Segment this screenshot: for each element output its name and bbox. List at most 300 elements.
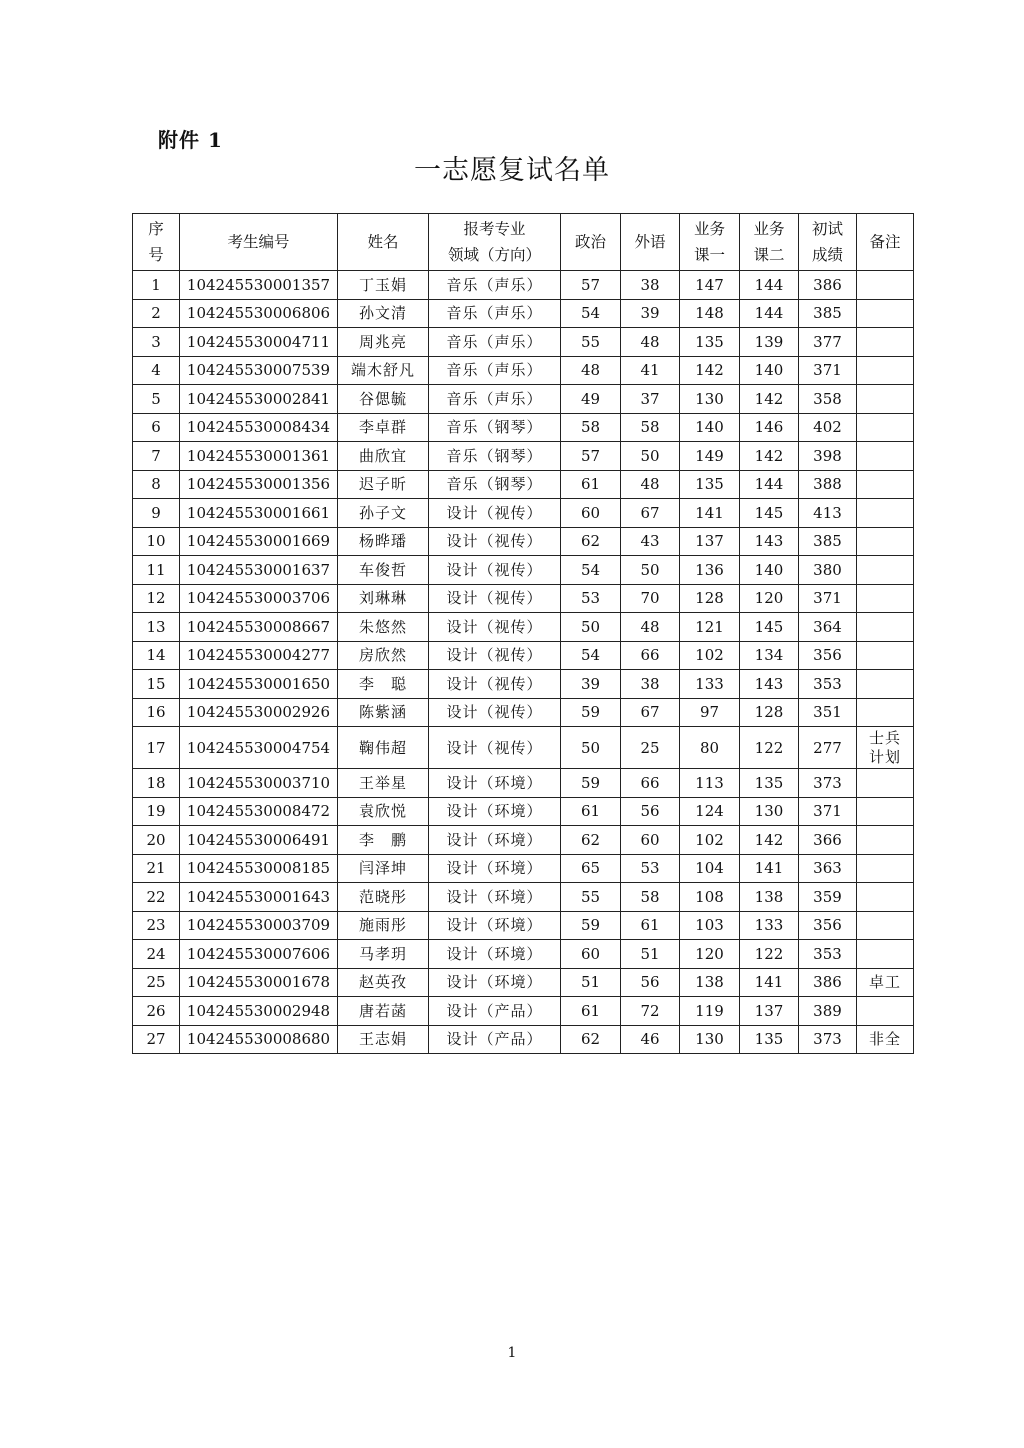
- cell-total-score: 385: [799, 299, 857, 328]
- cell-politics: 61: [561, 997, 621, 1026]
- page-number: 1: [507, 1345, 517, 1361]
- cell-major-field: 设计（环境）: [429, 797, 561, 826]
- cell-foreign-language: 46: [621, 1025, 680, 1054]
- cell-seq: 11: [133, 556, 180, 585]
- cell-foreign-language: 48: [621, 613, 680, 642]
- cell-foreign-language: 67: [621, 499, 680, 528]
- cell-remarks: [857, 997, 914, 1026]
- cell-politics: 51: [561, 968, 621, 997]
- cell-remarks: [857, 698, 914, 727]
- cell-name: 陈紫涵: [338, 698, 429, 727]
- cell-remarks: [857, 940, 914, 969]
- table-row: [133, 413, 914, 442]
- column-header-seq: 序 号: [133, 214, 180, 271]
- cell-foreign-language: 38: [621, 670, 680, 699]
- cell-exam-id: 104245530001361: [180, 442, 338, 471]
- cell-foreign-language: 58: [621, 883, 680, 912]
- table-row: [133, 470, 914, 499]
- cell-politics: 48: [561, 356, 621, 385]
- cell-major-field: 设计（视传）: [429, 499, 561, 528]
- cell-name: 朱悠然: [338, 613, 429, 642]
- cell-course-two: 122: [740, 940, 799, 969]
- cell-foreign-language: 58: [621, 413, 680, 442]
- cell-major-field: 音乐（声乐）: [429, 299, 561, 328]
- cell-exam-id: 104245530004711: [180, 328, 338, 357]
- document-title: 一志愿复试名单: [414, 155, 610, 186]
- cell-foreign-language: 66: [621, 641, 680, 670]
- cell-foreign-language: 67: [621, 698, 680, 727]
- table-row: [133, 826, 914, 855]
- cell-politics: 58: [561, 413, 621, 442]
- cell-course-one: 148: [680, 299, 740, 328]
- cell-name: 赵英孜: [338, 968, 429, 997]
- cell-major-field: 设计（产品）: [429, 1025, 561, 1054]
- table-row: [133, 613, 914, 642]
- cell-name: 孙文清: [338, 299, 429, 328]
- cell-course-one: 135: [680, 470, 740, 499]
- cell-exam-id: 104245530008434: [180, 413, 338, 442]
- cell-major-field: 设计（视传）: [429, 641, 561, 670]
- cell-course-two: 128: [740, 698, 799, 727]
- cell-seq: 21: [133, 854, 180, 883]
- cell-foreign-language: 72: [621, 997, 680, 1026]
- cell-course-two: 135: [740, 1025, 799, 1054]
- cell-politics: 55: [561, 883, 621, 912]
- cell-course-two: 142: [740, 442, 799, 471]
- cell-major-field: 设计（产品）: [429, 997, 561, 1026]
- table-row: [133, 385, 914, 414]
- cell-seq: 23: [133, 911, 180, 940]
- cell-total-score: 371: [799, 584, 857, 613]
- cell-exam-id: 104245530003706: [180, 584, 338, 613]
- cell-major-field: 音乐（钢琴）: [429, 470, 561, 499]
- cell-foreign-language: 50: [621, 556, 680, 585]
- cell-name: 谷偲毓: [338, 385, 429, 414]
- cell-seq: 19: [133, 797, 180, 826]
- cell-course-one: 102: [680, 826, 740, 855]
- column-header-remarks: 备注: [857, 214, 914, 271]
- cell-course-one: 147: [680, 271, 740, 300]
- cell-name: 范晓彤: [338, 883, 429, 912]
- column-header-name: 姓名: [338, 214, 429, 271]
- attachment-label: 附件 1: [158, 128, 223, 152]
- column-header-foreign-language: 外语: [621, 214, 680, 271]
- cell-remarks: [857, 271, 914, 300]
- cell-name: 袁欣悦: [338, 797, 429, 826]
- cell-course-one: 97: [680, 698, 740, 727]
- cell-name: 丁玉娟: [338, 271, 429, 300]
- cell-remarks: [857, 385, 914, 414]
- cell-politics: 57: [561, 271, 621, 300]
- table-row: [133, 883, 914, 912]
- cell-remarks: [857, 769, 914, 798]
- cell-course-two: 140: [740, 356, 799, 385]
- cell-foreign-language: 51: [621, 940, 680, 969]
- cell-seq: 4: [133, 356, 180, 385]
- cell-total-score: 356: [799, 641, 857, 670]
- column-header-total-score: 初试 成绩: [799, 214, 857, 271]
- cell-total-score: 371: [799, 356, 857, 385]
- cell-exam-id: 104245530004754: [180, 727, 338, 769]
- cell-politics: 62: [561, 826, 621, 855]
- cell-total-score: 386: [799, 968, 857, 997]
- cell-exam-id: 104245530001669: [180, 527, 338, 556]
- cell-exam-id: 104245530006491: [180, 826, 338, 855]
- cell-total-score: 389: [799, 997, 857, 1026]
- table-row: [133, 854, 914, 883]
- cell-foreign-language: 66: [621, 769, 680, 798]
- cell-total-score: 363: [799, 854, 857, 883]
- cell-seq: 15: [133, 670, 180, 699]
- cell-seq: 17: [133, 727, 180, 769]
- cell-total-score: 371: [799, 797, 857, 826]
- table-row: [133, 911, 914, 940]
- table-row: [133, 556, 914, 585]
- cell-course-two: 120: [740, 584, 799, 613]
- cell-remarks: [857, 826, 914, 855]
- cell-course-one: 119: [680, 997, 740, 1026]
- cell-course-one: 138: [680, 968, 740, 997]
- cell-remarks: 卓工: [857, 968, 914, 997]
- table-header-row: [133, 214, 914, 271]
- cell-course-two: 144: [740, 271, 799, 300]
- cell-foreign-language: 56: [621, 797, 680, 826]
- cell-course-two: 143: [740, 670, 799, 699]
- cell-course-two: 135: [740, 769, 799, 798]
- cell-major-field: 设计（视传）: [429, 613, 561, 642]
- cell-total-score: 373: [799, 769, 857, 798]
- cell-exam-id: 104245530007539: [180, 356, 338, 385]
- cell-major-field: 设计（环境）: [429, 940, 561, 969]
- cell-seq: 24: [133, 940, 180, 969]
- cell-course-one: 140: [680, 413, 740, 442]
- cell-total-score: 402: [799, 413, 857, 442]
- cell-name: 李 鹏: [338, 826, 429, 855]
- cell-major-field: 音乐（钢琴）: [429, 413, 561, 442]
- cell-remarks: [857, 527, 914, 556]
- cell-name: 王志娟: [338, 1025, 429, 1054]
- cell-course-two: 143: [740, 527, 799, 556]
- cell-course-two: 137: [740, 997, 799, 1026]
- cell-course-two: 144: [740, 470, 799, 499]
- cell-total-score: 388: [799, 470, 857, 499]
- cell-course-one: 102: [680, 641, 740, 670]
- cell-politics: 62: [561, 527, 621, 556]
- cell-remarks: [857, 356, 914, 385]
- cell-exam-id: 104245530008667: [180, 613, 338, 642]
- table-body: [133, 271, 914, 1054]
- cell-politics: 59: [561, 911, 621, 940]
- cell-course-one: 103: [680, 911, 740, 940]
- cell-name: 施雨彤: [338, 911, 429, 940]
- cell-foreign-language: 60: [621, 826, 680, 855]
- table-row: [133, 769, 914, 798]
- cell-course-two: 122: [740, 727, 799, 769]
- cell-seq: 13: [133, 613, 180, 642]
- cell-course-one: 136: [680, 556, 740, 585]
- cell-name: 李 聪: [338, 670, 429, 699]
- cell-total-score: 377: [799, 328, 857, 357]
- cell-major-field: 设计（环境）: [429, 854, 561, 883]
- cell-politics: 62: [561, 1025, 621, 1054]
- cell-name: 曲欣宜: [338, 442, 429, 471]
- cell-course-one: 130: [680, 1025, 740, 1054]
- cell-remarks: [857, 328, 914, 357]
- cell-course-two: 133: [740, 911, 799, 940]
- cell-major-field: 音乐（钢琴）: [429, 442, 561, 471]
- cell-exam-id: 104245530006806: [180, 299, 338, 328]
- column-header-major-field: 报考专业 领域（方向）: [429, 214, 561, 271]
- cell-foreign-language: 48: [621, 328, 680, 357]
- cell-course-one: 113: [680, 769, 740, 798]
- cell-name: 周兆亮: [338, 328, 429, 357]
- cell-seq: 12: [133, 584, 180, 613]
- cell-exam-id: 104245530007606: [180, 940, 338, 969]
- cell-remarks: [857, 670, 914, 699]
- cell-course-two: 138: [740, 883, 799, 912]
- cell-name: 鞠伟超: [338, 727, 429, 769]
- cell-seq: 5: [133, 385, 180, 414]
- cell-name: 迟子昕: [338, 470, 429, 499]
- cell-politics: 60: [561, 940, 621, 969]
- cell-foreign-language: 37: [621, 385, 680, 414]
- cell-remarks: [857, 442, 914, 471]
- table-row: [133, 1025, 914, 1054]
- cell-exam-id: 104245530002948: [180, 997, 338, 1026]
- cell-foreign-language: 43: [621, 527, 680, 556]
- cell-total-score: 373: [799, 1025, 857, 1054]
- cell-total-score: 351: [799, 698, 857, 727]
- cell-exam-id: 104245530008680: [180, 1025, 338, 1054]
- cell-major-field: 设计（环境）: [429, 968, 561, 997]
- cell-seq: 18: [133, 769, 180, 798]
- cell-exam-id: 104245530001356: [180, 470, 338, 499]
- table-row: [133, 499, 914, 528]
- cell-major-field: 音乐（声乐）: [429, 385, 561, 414]
- cell-course-one: 133: [680, 670, 740, 699]
- cell-course-one: 149: [680, 442, 740, 471]
- cell-total-score: 413: [799, 499, 857, 528]
- cell-major-field: 设计（环境）: [429, 911, 561, 940]
- cell-remarks: 士兵 计划: [857, 727, 914, 769]
- cell-course-two: 142: [740, 385, 799, 414]
- cell-foreign-language: 53: [621, 854, 680, 883]
- cell-course-two: 142: [740, 826, 799, 855]
- cell-remarks: [857, 911, 914, 940]
- cell-course-two: 144: [740, 299, 799, 328]
- cell-major-field: 设计（视传）: [429, 584, 561, 613]
- cell-major-field: 设计（视传）: [429, 727, 561, 769]
- cell-seq: 3: [133, 328, 180, 357]
- cell-politics: 59: [561, 698, 621, 727]
- cell-exam-id: 104245530002926: [180, 698, 338, 727]
- cell-remarks: [857, 641, 914, 670]
- cell-exam-id: 104245530001643: [180, 883, 338, 912]
- table-row: [133, 797, 914, 826]
- table-row: [133, 328, 914, 357]
- cell-name: 孙子文: [338, 499, 429, 528]
- cell-total-score: 364: [799, 613, 857, 642]
- cell-major-field: 音乐（声乐）: [429, 328, 561, 357]
- cell-course-one: 120: [680, 940, 740, 969]
- cell-politics: 54: [561, 299, 621, 328]
- cell-major-field: 设计（视传）: [429, 670, 561, 699]
- cell-politics: 50: [561, 727, 621, 769]
- cell-name: 李卓群: [338, 413, 429, 442]
- cell-exam-id: 104245530001637: [180, 556, 338, 585]
- cell-total-score: 386: [799, 271, 857, 300]
- cell-course-one: 141: [680, 499, 740, 528]
- cell-seq: 26: [133, 997, 180, 1026]
- column-header-course-one: 业务 课一: [680, 214, 740, 271]
- cell-course-one: 128: [680, 584, 740, 613]
- cell-name: 唐若菡: [338, 997, 429, 1026]
- cell-seq: 9: [133, 499, 180, 528]
- cell-politics: 55: [561, 328, 621, 357]
- cell-name: 杨晔璠: [338, 527, 429, 556]
- cell-total-score: 398: [799, 442, 857, 471]
- table-row: [133, 442, 914, 471]
- cell-seq: 14: [133, 641, 180, 670]
- cell-exam-id: 104245530001650: [180, 670, 338, 699]
- table-row: [133, 727, 914, 769]
- cell-name: 马孝玥: [338, 940, 429, 969]
- cell-course-one: 108: [680, 883, 740, 912]
- cell-remarks: [857, 854, 914, 883]
- cell-course-one: 135: [680, 328, 740, 357]
- cell-course-one: 104: [680, 854, 740, 883]
- cell-major-field: 设计（视传）: [429, 698, 561, 727]
- cell-foreign-language: 61: [621, 911, 680, 940]
- cell-politics: 50: [561, 613, 621, 642]
- cell-seq: 6: [133, 413, 180, 442]
- cell-course-one: 121: [680, 613, 740, 642]
- cell-total-score: 359: [799, 883, 857, 912]
- table-row: [133, 527, 914, 556]
- cell-remarks: [857, 883, 914, 912]
- cell-exam-id: 104245530003710: [180, 769, 338, 798]
- cell-remarks: [857, 299, 914, 328]
- cell-course-two: 141: [740, 968, 799, 997]
- cell-name: 房欣然: [338, 641, 429, 670]
- cell-seq: 1: [133, 271, 180, 300]
- cell-course-two: 134: [740, 641, 799, 670]
- table-row: [133, 670, 914, 699]
- cell-seq: 2: [133, 299, 180, 328]
- cell-politics: 60: [561, 499, 621, 528]
- cell-seq: 20: [133, 826, 180, 855]
- cell-politics: 54: [561, 556, 621, 585]
- cell-total-score: 385: [799, 527, 857, 556]
- cell-major-field: 设计（环境）: [429, 826, 561, 855]
- cell-total-score: 353: [799, 670, 857, 699]
- cell-seq: 10: [133, 527, 180, 556]
- cell-politics: 61: [561, 470, 621, 499]
- cell-politics: 57: [561, 442, 621, 471]
- cell-remarks: [857, 613, 914, 642]
- cell-politics: 49: [561, 385, 621, 414]
- cell-exam-id: 104245530004277: [180, 641, 338, 670]
- cell-major-field: 设计（环境）: [429, 769, 561, 798]
- cell-course-two: 145: [740, 613, 799, 642]
- cell-course-one: 124: [680, 797, 740, 826]
- cell-name: 车俊哲: [338, 556, 429, 585]
- cell-seq: 22: [133, 883, 180, 912]
- cell-remarks: [857, 499, 914, 528]
- cell-foreign-language: 38: [621, 271, 680, 300]
- cell-exam-id: 104245530003709: [180, 911, 338, 940]
- cell-foreign-language: 41: [621, 356, 680, 385]
- table-row: [133, 997, 914, 1026]
- cell-seq: 27: [133, 1025, 180, 1054]
- cell-name: 端木舒凡: [338, 356, 429, 385]
- cell-major-field: 音乐（声乐）: [429, 356, 561, 385]
- cell-politics: 54: [561, 641, 621, 670]
- cell-foreign-language: 48: [621, 470, 680, 499]
- cell-name: 王举星: [338, 769, 429, 798]
- cell-total-score: 380: [799, 556, 857, 585]
- cell-foreign-language: 25: [621, 727, 680, 769]
- cell-total-score: 277: [799, 727, 857, 769]
- cell-seq: 7: [133, 442, 180, 471]
- cell-seq: 16: [133, 698, 180, 727]
- cell-course-one: 137: [680, 527, 740, 556]
- table-row: [133, 641, 914, 670]
- cell-exam-id: 104245530008472: [180, 797, 338, 826]
- cell-remarks: [857, 797, 914, 826]
- cell-name: 刘琳琳: [338, 584, 429, 613]
- column-header-politics: 政治: [561, 214, 621, 271]
- table-row: [133, 299, 914, 328]
- cell-total-score: 356: [799, 911, 857, 940]
- cell-course-two: 145: [740, 499, 799, 528]
- cell-major-field: 设计（视传）: [429, 527, 561, 556]
- cell-foreign-language: 56: [621, 968, 680, 997]
- cell-exam-id: 104245530001357: [180, 271, 338, 300]
- cell-course-one: 130: [680, 385, 740, 414]
- cell-foreign-language: 39: [621, 299, 680, 328]
- table-row: [133, 356, 914, 385]
- cell-total-score: 358: [799, 385, 857, 414]
- cell-remarks: [857, 556, 914, 585]
- cell-major-field: 设计（视传）: [429, 556, 561, 585]
- cell-remarks: [857, 413, 914, 442]
- cell-seq: 8: [133, 470, 180, 499]
- cell-course-one: 142: [680, 356, 740, 385]
- cell-foreign-language: 50: [621, 442, 680, 471]
- cell-course-one: 80: [680, 727, 740, 769]
- cell-exam-id: 104245530008185: [180, 854, 338, 883]
- retest-list-table: [132, 213, 914, 1054]
- cell-course-two: 139: [740, 328, 799, 357]
- table-row: [133, 698, 914, 727]
- cell-major-field: 设计（环境）: [429, 883, 561, 912]
- cell-exam-id: 104245530002841: [180, 385, 338, 414]
- table-row: [133, 584, 914, 613]
- cell-exam-id: 104245530001661: [180, 499, 338, 528]
- cell-politics: 65: [561, 854, 621, 883]
- cell-politics: 61: [561, 797, 621, 826]
- cell-seq: 25: [133, 968, 180, 997]
- cell-total-score: 366: [799, 826, 857, 855]
- cell-name: 闫泽坤: [338, 854, 429, 883]
- column-header-course-two: 业务 课二: [740, 214, 799, 271]
- cell-remarks: [857, 584, 914, 613]
- table-row: [133, 271, 914, 300]
- cell-remarks: 非全: [857, 1025, 914, 1054]
- cell-exam-id: 104245530001678: [180, 968, 338, 997]
- cell-course-two: 140: [740, 556, 799, 585]
